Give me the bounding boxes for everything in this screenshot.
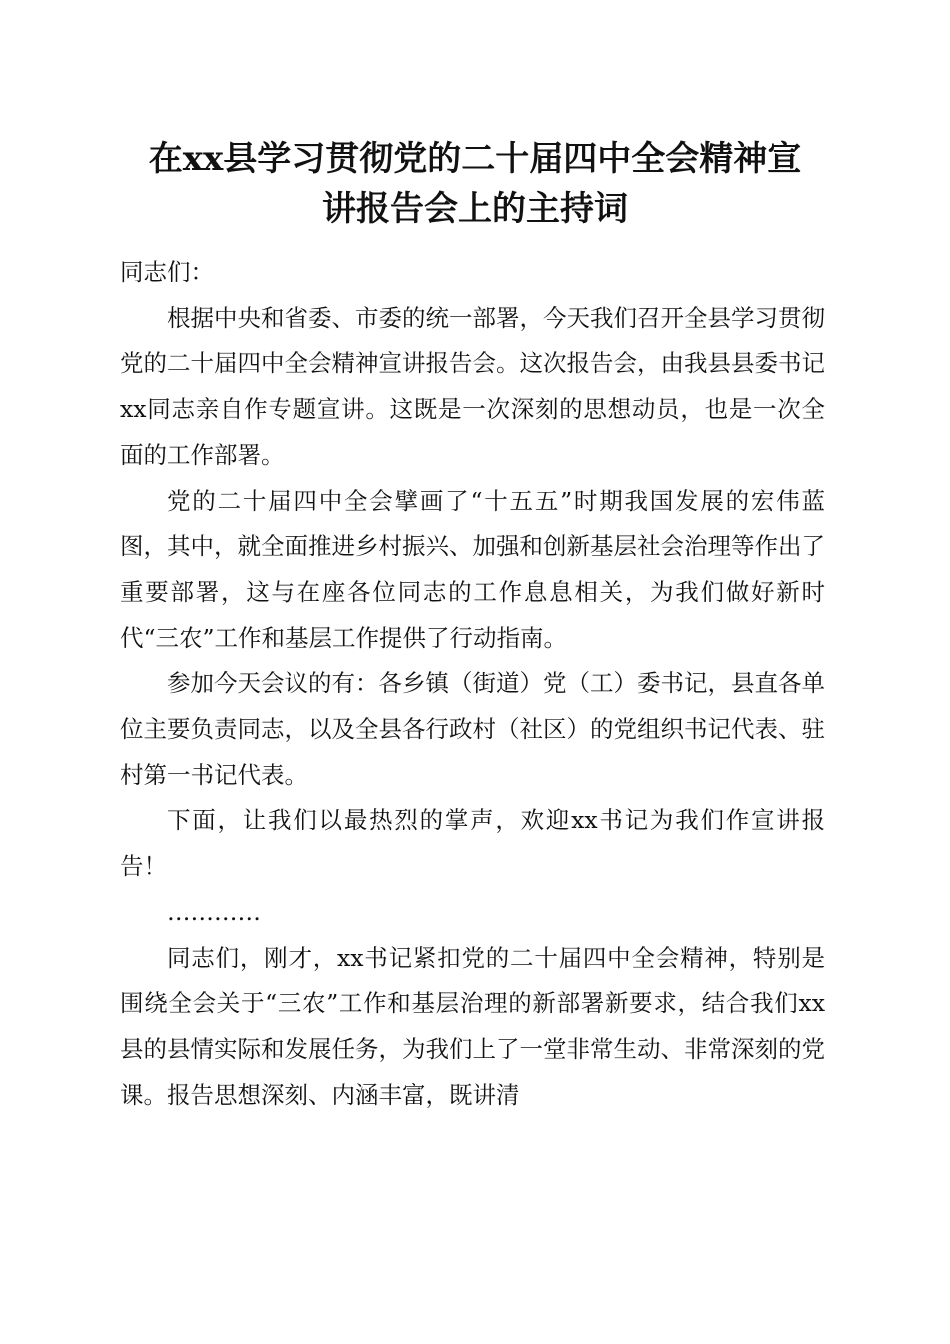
paragraph-arrangement: 根据中央和省委、市委的统一部署，今天我们召开全县学习贯彻党的二十届四中全会精神宣讲报告会。这次报告会，由我县县委书记xx同志亲自作专题宣讲。这既是一次深刻的思想动员，也是一次全面的工作部署。 bbox=[120, 303, 825, 469]
title-line-2: 讲报告会上的主持词 bbox=[322, 189, 628, 229]
paragraph-welcome: 下面，让我们以最热烈的掌声，欢迎xx书记为我们作宣讲报告！ bbox=[120, 806, 825, 881]
salutation: 同志们： bbox=[120, 258, 214, 286]
paragraph-plenum-significance: 党的二十届四中全会擘画了“十五五”时期我国发展的宏伟蓝图，其中，就全面推进乡村振兴、加强和创新基层社会治理等作出了重要部署，这与在座各位同志的工作息息相关，为我们做好新时代“三农”工作和基层工作提供了行动指南。 bbox=[120, 486, 825, 652]
paragraph-attendees: 参加今天会议的有：各乡镇（街道）党（工）委书记，县直各单位主要负责同志，以及全县各行政村（社区）的党组织书记代表、驻村第一书记代表。 bbox=[120, 669, 825, 789]
document-title bbox=[110, 134, 840, 234]
paragraph-closing: 同志们，刚才，xx书记紧扣党的二十届四中全会精神，特别是围绕全会关于“三农”工作和基层治理的新部署新要求，结合我们xx县的县情实际和发展任务，为我们上了一堂非常生动、非常深刻的党课。报告思想深刻、内涵丰富，既讲清 bbox=[120, 943, 825, 1109]
title-line-1: 在xx县学习贯彻党的二十届四中全会精神宣 bbox=[148, 139, 802, 179]
ellipsis-separator: ………… bbox=[167, 897, 261, 926]
document-body bbox=[120, 250, 825, 1118]
